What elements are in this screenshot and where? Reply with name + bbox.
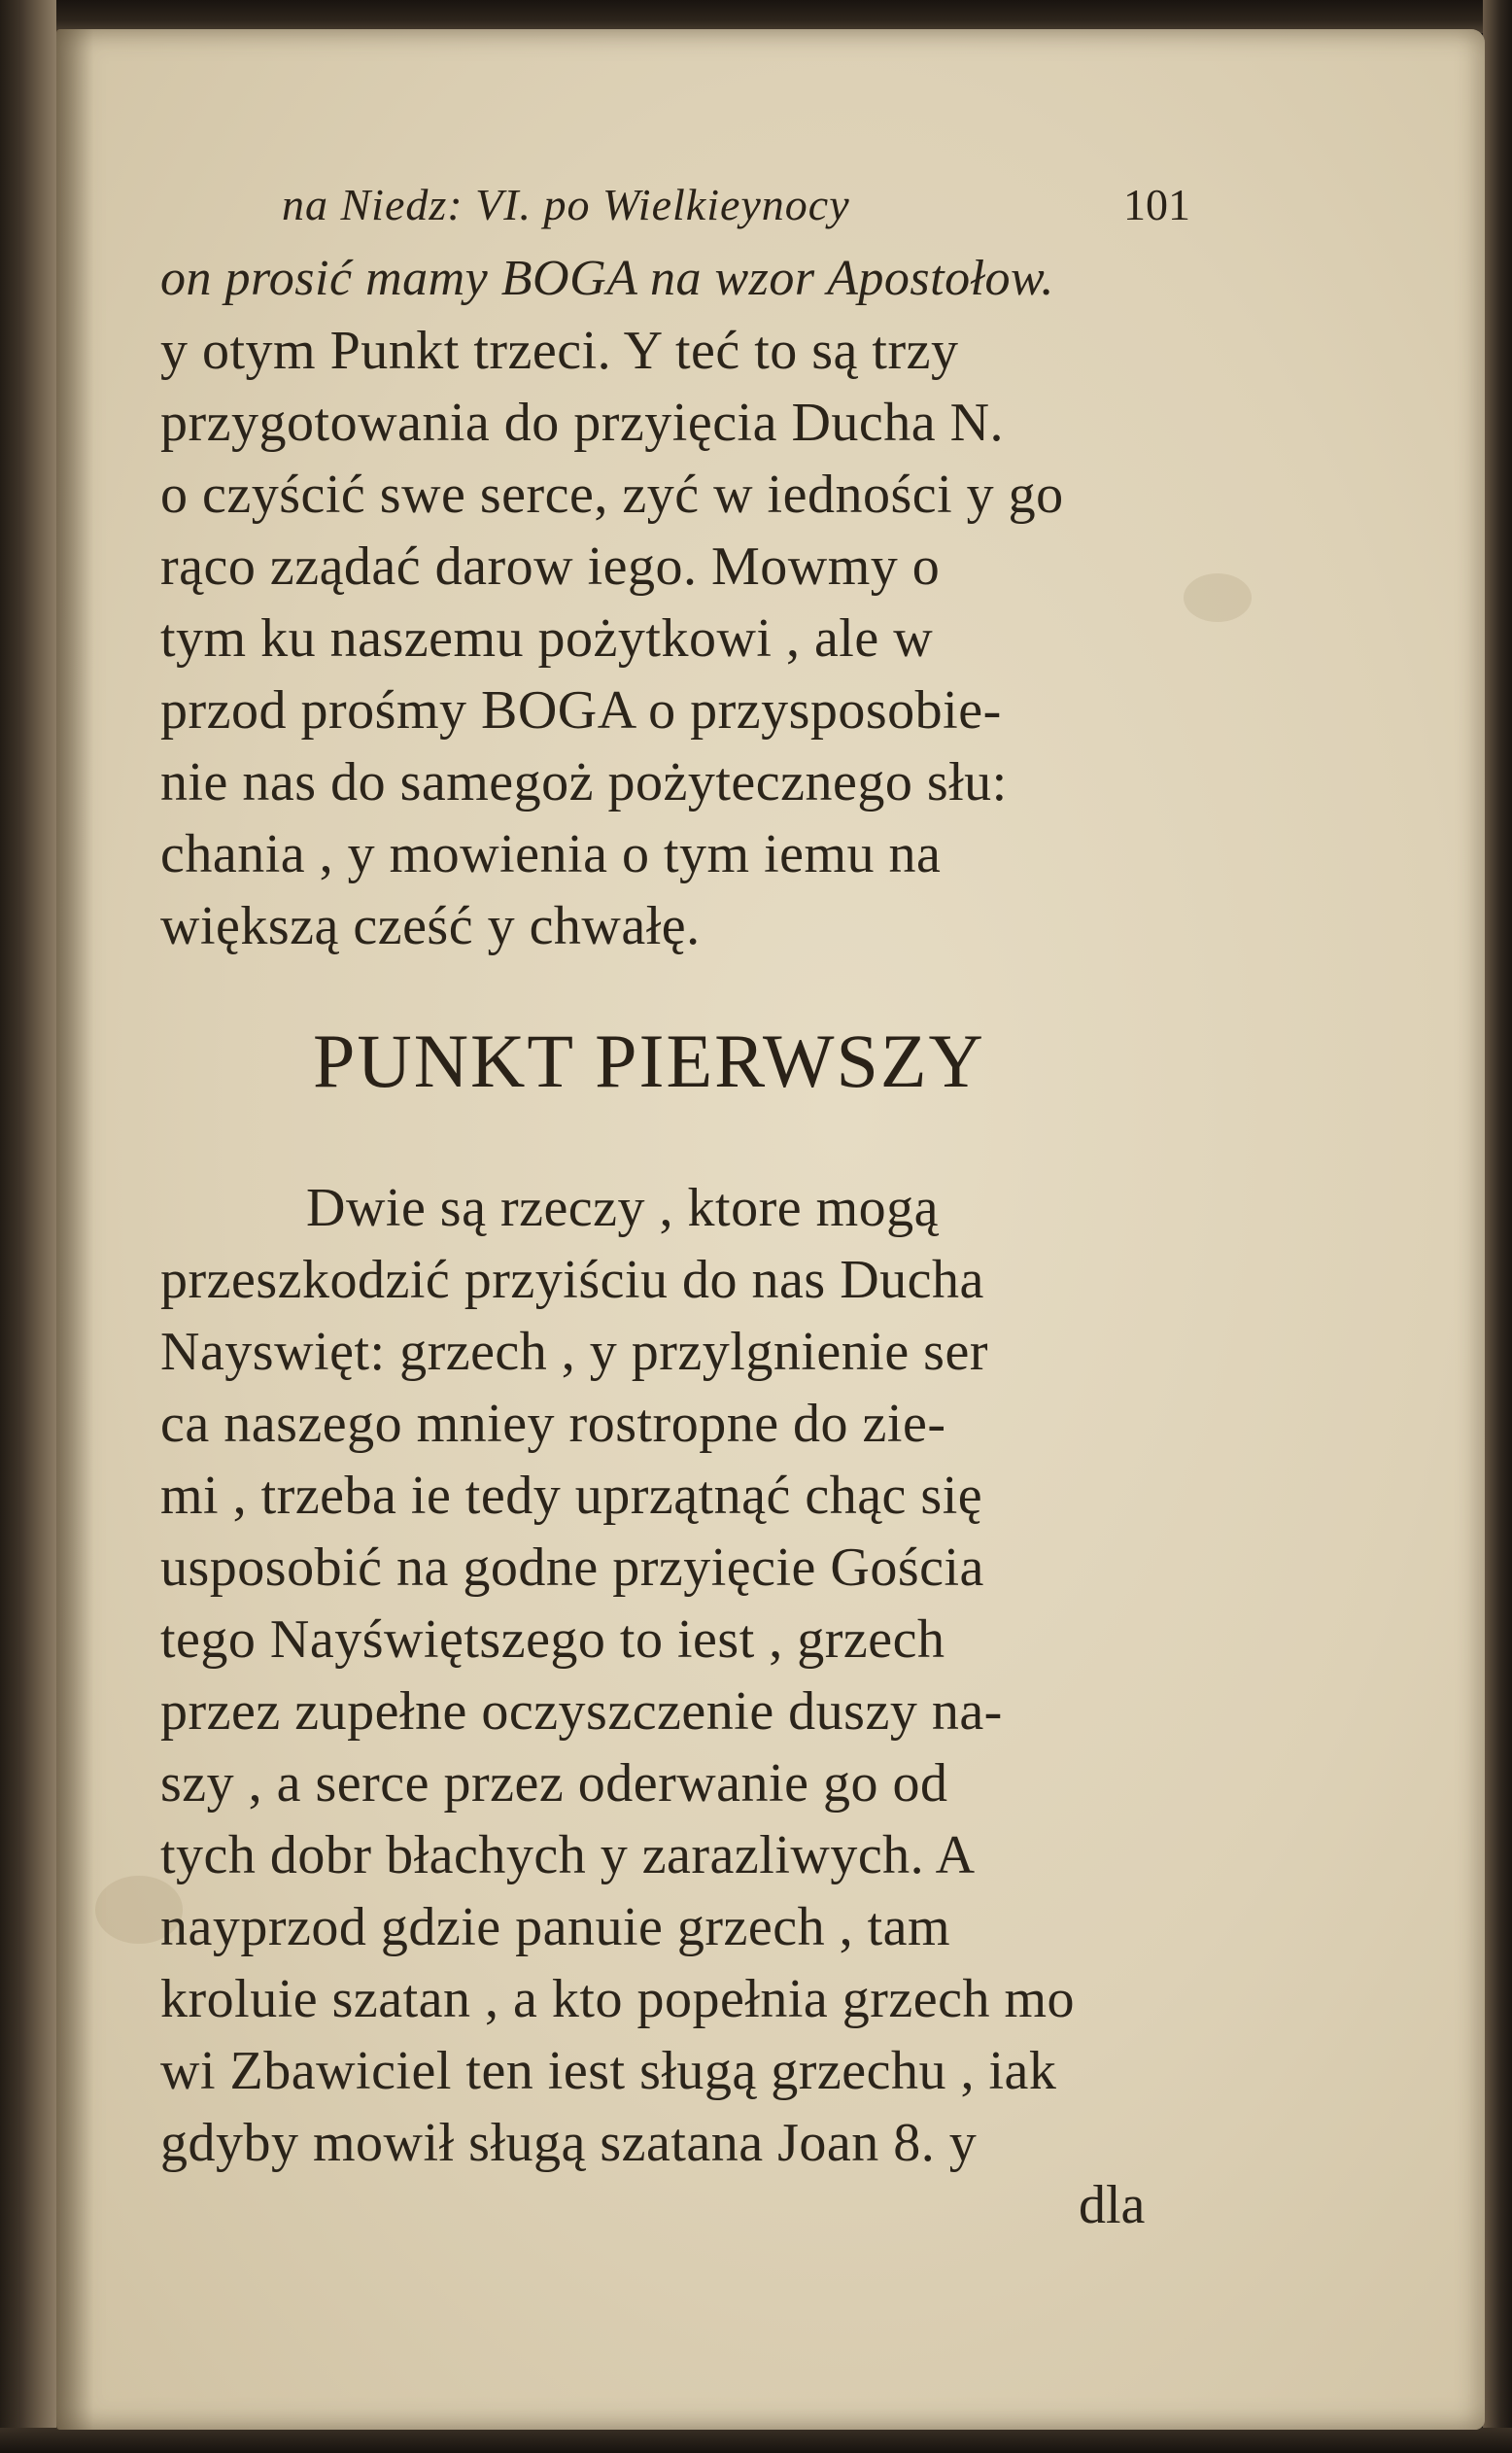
page-number: 101 xyxy=(1123,180,1190,229)
text-line: kroluie szatan , a kto popełnia grzech mo xyxy=(160,1969,1076,2029)
text-line: przeszkodzić przyiściu do nas Ducha xyxy=(160,1250,984,1310)
text-line: wi Zbawiciel ten iest sługą grzechu , iak xyxy=(160,2041,1057,2101)
text-line: chania , y mowienia o tym iemu na xyxy=(160,824,942,884)
text-line: przod prośmy BOGA o przysposobie- xyxy=(160,680,1002,741)
text-line: on prosić mamy BOGA na wzor Apostołow. xyxy=(160,251,1054,306)
text-line: mi , trzeba ie tedy uprzątnąć chąc się xyxy=(160,1466,983,1526)
text-line: ca naszego mniey rostropne do zie- xyxy=(160,1394,946,1454)
text-line: usposobić na godne przyięcie Gościa xyxy=(160,1537,984,1598)
text-line: y otym Punkt trzeci. Y teć to są trzy xyxy=(160,321,959,381)
text-line: Nayswięt: grzech , y przylgnienie ser xyxy=(160,1322,988,1382)
page-gutter-shadow xyxy=(56,29,93,2430)
catchword: dla xyxy=(1079,2175,1146,2235)
running-head: na Niedz: VI. po Wielkieynocy xyxy=(282,180,850,229)
book-binding-edge xyxy=(0,0,56,2453)
text-line: gdyby mowił sługą szatana Joan 8. y xyxy=(160,2113,978,2173)
section-heading: PUNKT PIERWSZY xyxy=(313,1019,985,1103)
text-line: nayprzod gdzie panuie grzech , tam xyxy=(160,1897,951,1957)
text-line: nie nas do samegoż pożytecznego słu: xyxy=(160,752,1008,812)
text-line: o czyścić swe serce, zyć w iedności y go xyxy=(160,465,1064,525)
text-line: tego Nayświętszego to iest , grzech xyxy=(160,1609,945,1670)
text-line: większą cześć y chwałę. xyxy=(160,896,701,956)
scan-frame-right xyxy=(1483,0,1512,2453)
scan-frame-bottom xyxy=(0,2428,1512,2453)
text-line: przygotowania do przyięcia Ducha N. xyxy=(160,393,1005,453)
text-line: tych dobr błachych y zarazliwych. A xyxy=(160,1825,976,1885)
text-line: szy , a serce przez oderwanie go od xyxy=(160,1753,948,1814)
text-line: tym ku naszemu pożytkowi , ale w xyxy=(160,608,934,669)
scan-frame-top xyxy=(0,0,1512,33)
text-line: Dwie są rzeczy , ktore mogą xyxy=(306,1178,939,1238)
text-line: rąco zządać darow iego. Mowmy o xyxy=(160,536,941,597)
text-line: przez zupełne oczyszczenie duszy na- xyxy=(160,1681,1003,1742)
